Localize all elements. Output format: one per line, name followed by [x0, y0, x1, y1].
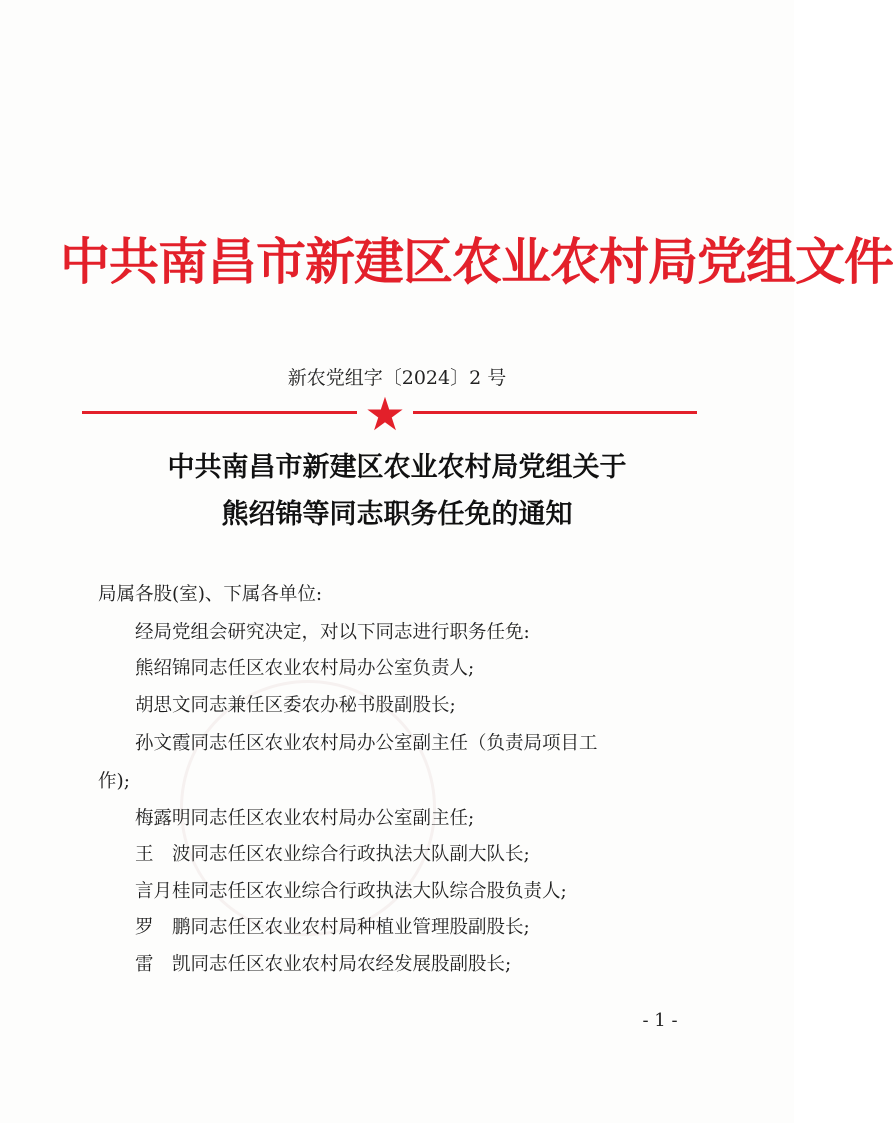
document-title-line-1: 中共南昌市新建区农业农村局党组关于 [167, 452, 627, 483]
document-number: 新农党组字〔2024〕2 号 [287, 367, 507, 389]
paragraph-continuation: 作); [98, 771, 130, 792]
red-divider-left [82, 411, 357, 414]
page-number: - 1 - [642, 1010, 678, 1031]
paragraph: 孙文霞同志任区农业农村局办公室副主任（负责局项目工 [135, 733, 598, 754]
red-divider-right [413, 411, 697, 414]
paragraph: 罗 鹏同志任区农业农村局种植业管理股副股长; [135, 917, 530, 938]
paragraph: 雷 凯同志任区农业农村局农经发展股副股长; [135, 954, 512, 975]
paragraph: 经局党组会研究决定，对以下同志进行职务任免: [135, 622, 530, 643]
paragraph: 梅露明同志任区农业农村局办公室副主任; [135, 808, 475, 829]
document-title-line-2: 熊绍锦等同志职务任免的通知 [221, 499, 573, 530]
paragraph: 王 波同志任区农业综合行政执法大队副大队长; [135, 844, 530, 865]
star-icon: ★ [364, 387, 406, 441]
paragraph: 言月桂同志任区农业综合行政执法大队综合股负责人; [135, 881, 567, 902]
paragraph: 胡思文同志兼任区委农办秘书股副股长; [135, 695, 456, 716]
paragraph: 熊绍锦同志任区农业农村局办公室负责人; [135, 658, 475, 679]
salutation: 局属各股(室)、下属各单位: [98, 584, 323, 605]
masthead-title: 中共南昌市新建区农业农村局党组文件 [60, 233, 893, 291]
